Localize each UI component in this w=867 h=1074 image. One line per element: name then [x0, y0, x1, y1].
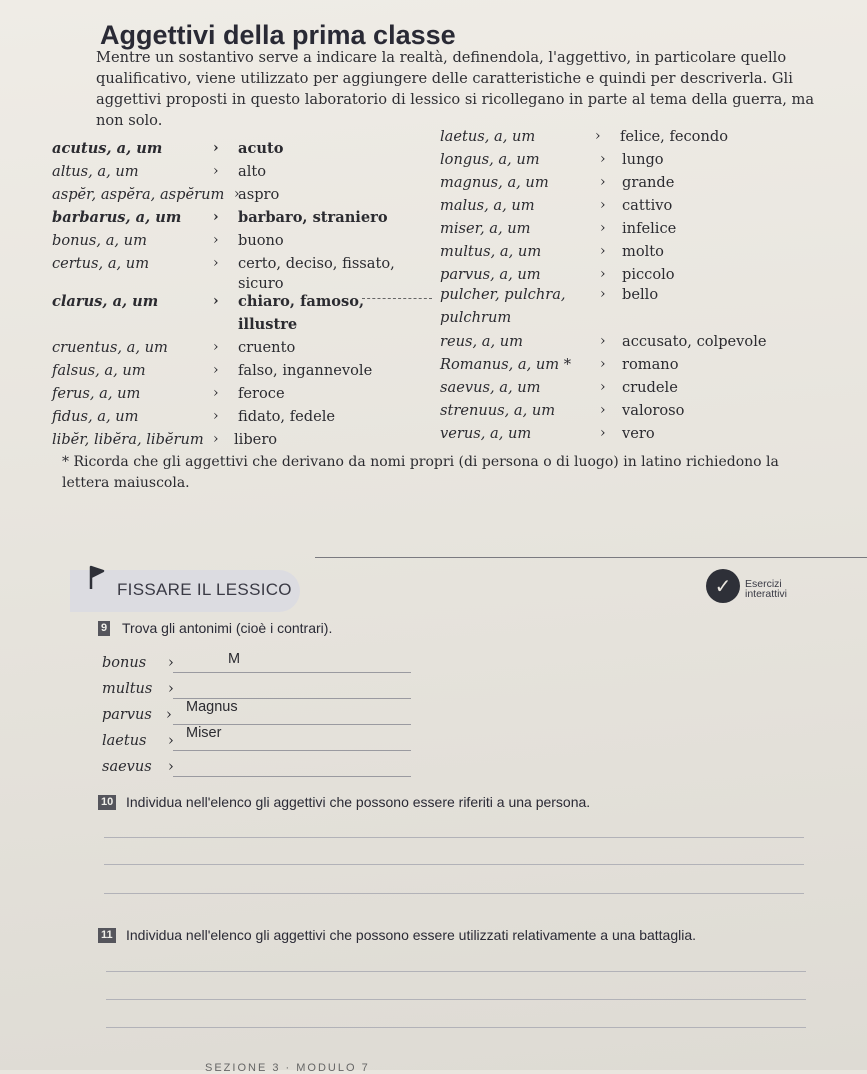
arrow-icon: › [213, 293, 219, 309]
exercise-number: 9 [98, 621, 110, 636]
arrow-icon: › [600, 243, 606, 259]
latin-adjective: strenuus, a, um [440, 402, 556, 419]
vocab-entry [440, 333, 820, 355]
latin-adjective: fidus, a, um [52, 408, 139, 425]
footnote: * Ricorda che gli aggettivi che derivano da nomi propri (di persona o di luogo) in latino richiedono la lettera maiuscola. [62, 454, 779, 491]
arrow-icon: › [213, 232, 219, 248]
arrow-icon: › [600, 174, 606, 190]
latin-adjective: Romanus, a, um * [440, 356, 572, 373]
handwritten-answer[interactable]: Miser [186, 725, 222, 741]
latin-adjective: aspĕr, aspĕra, aspĕrum [52, 186, 225, 203]
arrow-icon: › [213, 209, 219, 225]
latin-adjective: ferus, a, um [52, 385, 141, 402]
answer-line[interactable] [106, 1027, 806, 1028]
italian-translation: grande [622, 174, 675, 191]
arrow-icon: › [600, 286, 606, 302]
exercise-number: 10 [98, 795, 116, 810]
antonym-row [102, 651, 422, 677]
italian-translation-cont: illustre [238, 316, 298, 333]
antonym-row [102, 699, 422, 729]
latin-adjective: pulcher, pulchra, [440, 286, 566, 303]
italian-translation: felice, fecondo [620, 128, 728, 145]
exercise-number: 11 [98, 928, 116, 943]
badge-line-2: interattivi [745, 588, 788, 600]
latin-word: bonus [102, 655, 147, 671]
arrow-icon: › [168, 655, 174, 671]
vocab-entry [440, 174, 820, 196]
italian-translation: aspro [238, 186, 280, 203]
italian-translation-cont: sicuro [238, 275, 284, 292]
latin-adjective: magnus, a, um [440, 174, 549, 191]
arrow-icon: › [213, 163, 219, 179]
arrow-icon: › [166, 707, 172, 723]
italian-translation: romano [622, 356, 679, 373]
intro-paragraph: Mentre un sostantivo serve a indicare la realtà, definendola, l'aggettivo, in particolare quello qualificativo, viene utilizzato per aggiungere delle caratteristiche e quindi per descriverla. Gli aggettivi proposti in questo laboratorio di lessico si ricollegano in parte al tema della guerra, ma non solo. [96, 49, 815, 129]
italian-translation: crudele [622, 379, 678, 396]
arrow-icon: › [213, 362, 219, 378]
vocab-entry [440, 243, 820, 265]
answer-line[interactable] [173, 672, 411, 673]
arrow-icon: › [234, 186, 240, 202]
latin-adjective: cruentus, a, um [52, 339, 168, 356]
latin-adjective: miser, a, um [440, 220, 531, 237]
arrow-icon: › [213, 408, 219, 424]
vocab-entry [52, 232, 412, 254]
arrow-icon: › [213, 339, 219, 355]
arrow-icon: › [213, 140, 219, 156]
vocab-entry [52, 408, 412, 430]
italian-translation: molto [622, 243, 664, 260]
italian-translation: fidato, fedele [238, 408, 336, 425]
vocab-entry [440, 197, 820, 219]
antonym-row [102, 759, 422, 781]
page-footer: SEZIONE 3 · MODULO 7 [205, 1062, 370, 1074]
vocab-entry [440, 425, 820, 447]
page-title: Aggettivi della prima classe [100, 20, 456, 50]
italian-translation: barbaro, straniero [238, 209, 388, 226]
italian-translation: valoroso [622, 402, 685, 419]
handwritten-answer[interactable]: M [228, 651, 241, 667]
latin-adjective: bonus, a, um [52, 232, 147, 249]
vocab-entry [52, 385, 412, 407]
answer-line[interactable] [106, 999, 806, 1000]
latin-adjective: libĕr, libĕra, libĕrum [52, 431, 204, 448]
latin-adjective: parvus, a, um [440, 266, 541, 283]
vocab-entry [52, 339, 412, 361]
answer-line[interactable] [104, 864, 804, 865]
vocab-entry [52, 362, 412, 384]
italian-translation: buono [238, 232, 284, 249]
handwritten-answer[interactable]: Magnus [186, 699, 238, 715]
vocab-entry [52, 293, 412, 333]
arrow-icon: › [600, 220, 606, 236]
italian-translation: accusato, colpevole [622, 333, 767, 350]
answer-line[interactable] [104, 893, 804, 894]
italian-translation: certo, deciso, fissato, [238, 255, 395, 272]
latin-adjective: verus, a, um [440, 425, 532, 442]
latin-adjective: reus, a, um [440, 333, 523, 350]
vocab-entry [440, 220, 820, 242]
vocab-entry [52, 163, 412, 185]
italian-translation: cattivo [622, 197, 673, 214]
latin-adjective: altus, a, um [52, 163, 139, 180]
arrow-icon: › [600, 266, 606, 282]
latin-adjective: clarus, a, um [52, 293, 159, 310]
flag-icon [88, 565, 106, 591]
arrow-icon: › [600, 379, 606, 395]
italian-translation: alto [238, 163, 267, 180]
italian-translation: feroce [238, 385, 285, 402]
latin-adjective: acutus, a, um [52, 140, 163, 157]
arrow-icon: › [600, 425, 606, 441]
latin-adjective: saevus, a, um [440, 379, 541, 396]
arrow-icon: › [213, 431, 219, 447]
vocab-entry [440, 286, 820, 326]
italian-translation: chiaro, famoso, [238, 293, 365, 310]
vocab-entry [440, 151, 820, 173]
latin-adjective-cont: pulchrum [440, 309, 512, 326]
italian-translation: falso, ingannevole [238, 362, 373, 379]
vocab-entry [440, 128, 820, 150]
arrow-icon: › [600, 151, 606, 167]
latin-adjective: laetus, a, um [440, 128, 536, 145]
arrow-icon: › [600, 333, 606, 349]
vocab-entry [52, 255, 412, 292]
antonym-row [102, 725, 422, 755]
latin-adjective: malus, a, um [440, 197, 535, 214]
italian-translation: libero [234, 431, 278, 448]
answer-line[interactable] [173, 776, 411, 777]
italian-translation: lungo [622, 151, 664, 168]
interactive-exercises-link[interactable] [745, 579, 787, 599]
arrow-icon: › [600, 356, 606, 372]
latin-adjective: barbarus, a, um [52, 209, 182, 226]
arrow-icon: › [213, 385, 219, 401]
latin-adjective: certus, a, um [52, 255, 150, 272]
check-icon[interactable]: ✓ [706, 569, 740, 603]
italian-translation: acuto [238, 140, 284, 157]
section-divider [315, 557, 867, 558]
italian-translation: piccolo [622, 266, 675, 283]
vocab-entry [440, 356, 820, 378]
answer-line[interactable] [104, 837, 804, 838]
italian-translation: vero [622, 425, 655, 442]
vocab-entry [52, 431, 412, 453]
latin-word: parvus [102, 707, 152, 723]
badge-line-1: Esercizi [745, 578, 782, 590]
dashed-connector [362, 298, 432, 299]
italian-translation: cruento [238, 339, 296, 356]
arrow-icon: › [600, 197, 606, 213]
vocab-entry [440, 402, 820, 424]
arrow-icon: › [168, 759, 174, 775]
answer-line[interactable] [173, 750, 411, 751]
latin-word: multus [102, 681, 153, 697]
vocab-entry [52, 186, 412, 208]
latin-adjective: falsus, a, um [52, 362, 146, 379]
vocab-entry [52, 140, 412, 162]
latin-adjective: multus, a, um [440, 243, 542, 260]
exercise-instruction: Trova gli antonimi (cioè i contrari). [122, 620, 333, 636]
arrow-icon: › [168, 733, 174, 749]
antonym-row [102, 681, 422, 703]
section-title: FISSARE IL LESSICO [117, 580, 292, 599]
italian-translation: infelice [622, 220, 677, 237]
arrow-icon: › [600, 402, 606, 418]
answer-line[interactable] [106, 971, 806, 972]
latin-word: saevus [102, 759, 152, 775]
exercise-instruction: Individua nell'elenco gli aggettivi che possono essere riferiti a una persona. [126, 794, 591, 810]
arrow-icon: › [595, 128, 601, 144]
latin-adjective: longus, a, um [440, 151, 540, 168]
exercise-instruction: Individua nell'elenco gli aggettivi che possono essere utilizzati relativamente a una battaglia. [126, 927, 697, 943]
arrow-icon: › [168, 681, 174, 697]
arrow-icon: › [213, 255, 219, 271]
vocab-entry [52, 209, 412, 231]
latin-word: laetus [102, 733, 147, 749]
italian-translation: bello [622, 286, 659, 303]
vocab-entry [440, 266, 820, 288]
vocab-entry [440, 379, 820, 401]
